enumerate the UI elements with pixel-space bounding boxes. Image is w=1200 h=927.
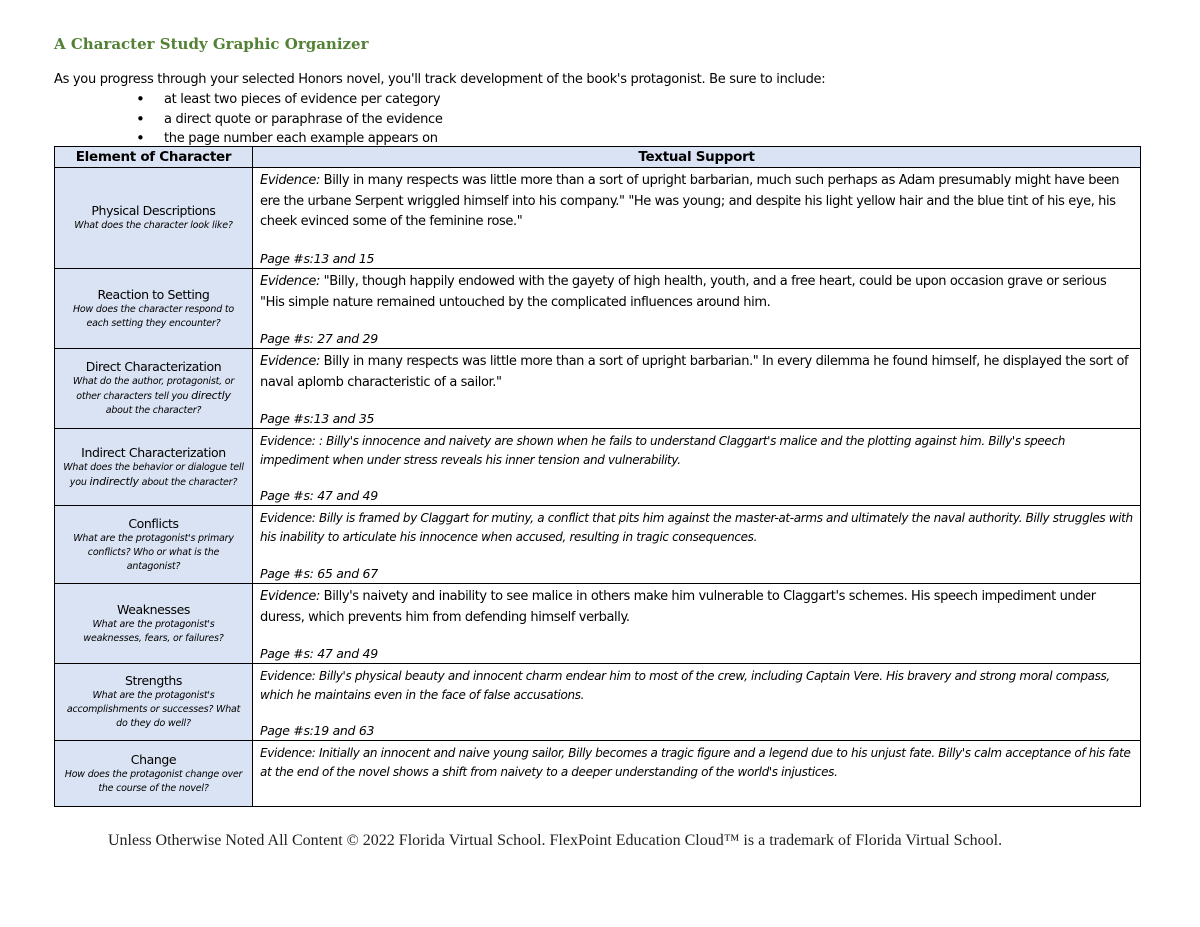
evidence-text: "Billy, though happily endowed with the gayety of high health, youth, and a free heart, could be upon occasion grave or serious "His simple nature remained untouched by the complicated influences around him. xyxy=(260,274,1107,310)
element-name: Direct Characterization xyxy=(85,359,222,374)
character-organizer-table xyxy=(54,146,1141,807)
evidence-text: Billy is framed by Claggart for mutiny, a conflict that pits him against the master-at-arms and ultimately the naval authority. Billy struggles with his inability to articulate his innocence when accused, resulting in tragic consequences. xyxy=(260,511,1133,544)
evidence-text: : Billy's innocence and naivety are shown when he fails to understand Claggart's malice and the plotting against him. Billy's speech impediment when under stress reveals his inner tension and vulnerability. xyxy=(260,434,1065,467)
element-cell xyxy=(55,269,253,349)
element-question: What does the behavior or dialogue tell you indirectly about the character? xyxy=(63,461,244,488)
element-name: Conflicts xyxy=(128,515,179,531)
element-cell xyxy=(55,168,253,269)
element-name: Weaknesses xyxy=(116,601,191,617)
element-question: What are the protagonist's primary conflicts? Who or what is the antagonist? xyxy=(73,532,234,572)
page-title: A Character Study Graphic Organizer xyxy=(54,35,369,53)
list-item: • the page number each example appears on xyxy=(136,129,443,149)
evidence-label: Evidence: xyxy=(260,746,316,760)
element-cell xyxy=(55,506,253,584)
element-question: What do the author, protagonist, or other characters tell you directly about the character? xyxy=(72,376,235,416)
copyright-footer: Unless Otherwise Noted All Content © 2022 Florida Virtual School. FlexPoint Education Cloud™ is a trademark of Florida Virtual School. xyxy=(108,832,1003,849)
element-cell xyxy=(55,741,253,807)
instructions-list xyxy=(136,90,443,149)
element-cell xyxy=(55,349,253,429)
evidence-text: Billy in many respects was little more than a sort of upright barbarian." In every dilemma he found himself, he displayed the sort of naval aplomb characteristic of a sailor." xyxy=(260,354,1129,390)
evidence-label: Evidence: xyxy=(260,354,320,369)
element-question: What does the character look like? xyxy=(74,220,233,231)
table-row xyxy=(55,168,1141,269)
evidence-text: Initially an innocent and naive young sailor, Billy becomes a tragic figure and a legend due to his unjust fate. Billy's calm acceptance of his fate at the end of the novel shows a shift from naivety to a deeper understanding of the world's injustices. xyxy=(260,746,1131,779)
evidence-label: Evidence: xyxy=(260,589,320,604)
element-cell xyxy=(55,664,253,741)
element-name: Physical Descriptions xyxy=(91,203,216,218)
emphasis-indirectly: indirectly xyxy=(89,474,139,488)
support-cell[interactable] xyxy=(253,269,1141,349)
element-name: Indirect Characterization xyxy=(81,444,226,460)
header-element-of-character: Element of Character xyxy=(55,147,253,168)
element-question: How does the protagonist change over the course of the novel? xyxy=(64,768,243,794)
element-name: Strengths xyxy=(125,673,182,688)
element-question: How does the character respond to each setting they encounter? xyxy=(72,303,235,329)
evidence-label: Evidence: xyxy=(260,669,316,683)
table-row xyxy=(55,506,1141,584)
table-row xyxy=(55,584,1141,664)
page-numbers: Page #s: 47 and 49 xyxy=(260,646,378,661)
intro-text: As you progress through your selected Honors novel, you'll track development of the book's protagonist. Be sure to include: xyxy=(54,72,826,87)
element-question: What are the protagonist's weaknesses, fears, or failures? xyxy=(83,618,224,644)
support-cell[interactable] xyxy=(253,168,1141,269)
evidence-text: Billy's naivety and inability to see malice in others make him vulnerable to Claggart's schemes. His speech impediment under duress, which prevents him from defending himself verbally. xyxy=(260,589,1096,625)
emphasis-directly: directly xyxy=(191,389,231,402)
element-cell xyxy=(55,429,253,506)
support-cell[interactable] xyxy=(253,584,1141,664)
element-name: Change xyxy=(130,751,177,767)
header-textual-support: Textual Support xyxy=(253,147,1141,168)
evidence-text: Billy in many respects was little more than a sort of upright barbarian, much such perhaps as Adam presumably might have been ere the urbane Serpent wriggled himself into his company." "He was young; and despite his light yellow hair and the blue tint of his eye, his cheek evinced some of the feminine rose." xyxy=(260,173,1120,229)
table-row xyxy=(55,741,1141,807)
table-row xyxy=(55,269,1141,349)
page-numbers: Page #s:19 and 63 xyxy=(260,723,375,738)
evidence-text: Billy's physical beauty and innocent charm endear him to most of the crew, including Captain Vere. His bravery and strong moral compass, which he maintains even in the face of false accusations. xyxy=(260,669,1110,702)
support-cell[interactable] xyxy=(253,429,1141,506)
support-cell[interactable] xyxy=(253,506,1141,584)
page-numbers: Page #s: 65 and 67 xyxy=(260,566,378,581)
page-numbers: Page #s:13 and 15 xyxy=(260,251,375,266)
evidence-label: Evidence: xyxy=(260,173,320,188)
table-row xyxy=(55,664,1141,741)
table-header-row xyxy=(55,147,1141,168)
list-item: • a direct quote or paraphrase of the evidence xyxy=(136,110,443,130)
table-row xyxy=(55,349,1141,429)
support-cell[interactable] xyxy=(253,349,1141,429)
element-name: Reaction to Setting xyxy=(97,286,210,302)
page-numbers: Page #s:13 and 35 xyxy=(260,411,375,426)
page-numbers: Page #s: 27 and 29 xyxy=(260,331,378,346)
list-item: • at least two pieces of evidence per category xyxy=(136,90,443,110)
support-cell[interactable] xyxy=(253,664,1141,741)
table-row xyxy=(55,429,1141,506)
evidence-label: Evidence: xyxy=(260,434,316,448)
evidence-label: Evidence: xyxy=(260,511,316,525)
evidence-label: Evidence: xyxy=(260,274,320,289)
element-cell xyxy=(55,584,253,664)
page-numbers: Page #s: 47 and 49 xyxy=(260,488,378,503)
element-question: What are the protagonist's accomplishments or successes? What do they do well? xyxy=(66,690,241,729)
support-cell[interactable] xyxy=(253,741,1141,807)
